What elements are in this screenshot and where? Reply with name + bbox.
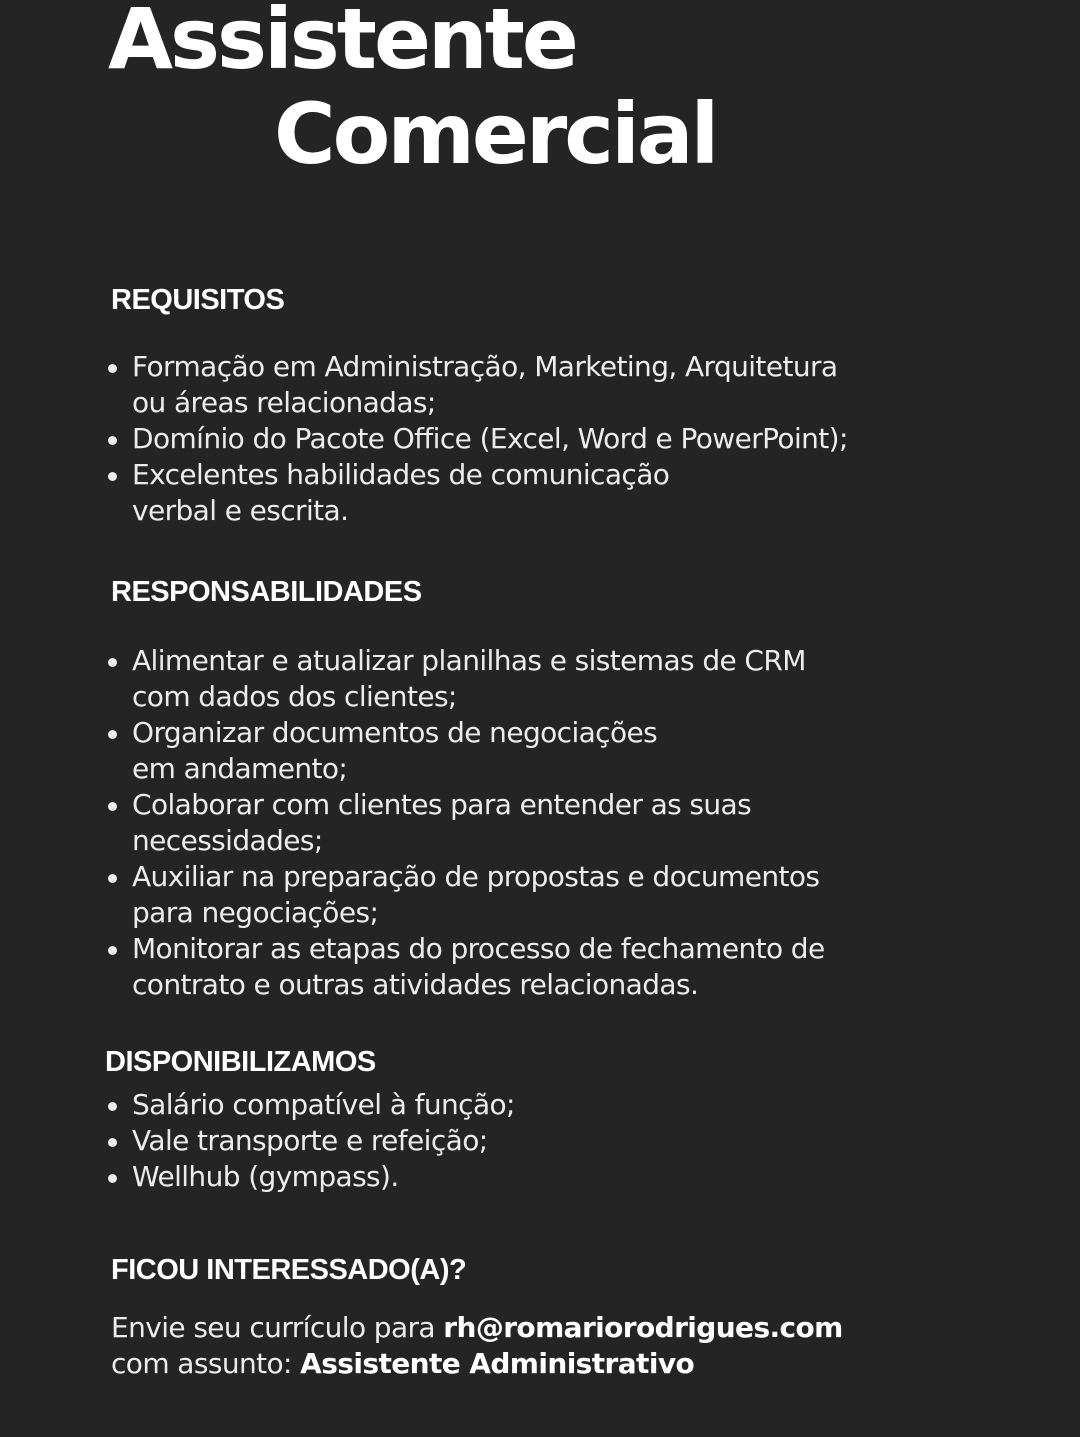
title-line-1: Assistente — [108, 0, 576, 88]
interessado-heading: FICOU INTERESSADO(A)? — [111, 1254, 467, 1286]
list-item: Organizar documentos de negociações em andamento; — [108, 715, 825, 787]
contact-subject: Assistente Administrativo — [300, 1347, 695, 1380]
list-item: Salário compatível à função; — [108, 1087, 515, 1123]
list-item: Formação em Administração, Marketing, Arquitetura ou áreas relacionadas; — [108, 349, 848, 421]
responsabilidades-list — [108, 643, 825, 1003]
contact-line-1-prefix: Envie seu currículo para — [111, 1311, 444, 1344]
list-item: Excelentes habilidades de comunicação verbal e escrita. — [108, 457, 848, 529]
list-item: Vale transporte e refeição; — [108, 1123, 515, 1159]
list-item: Monitorar as etapas do processo de fechamento de contrato e outras atividades relacionadas. — [108, 931, 825, 1003]
list-item: Alimentar e atualizar planilhas e sistemas de CRM com dados dos clientes; — [108, 643, 825, 715]
list-item: Colaborar com clientes para entender as suas necessidades; — [108, 787, 825, 859]
page-title — [108, 0, 716, 182]
contact-email: rh@romariorodrigues.com — [443, 1311, 843, 1344]
requisitos-heading: REQUISITOS — [111, 284, 285, 316]
title-line-2: Comercial — [274, 85, 717, 183]
responsabilidades-heading: RESPONSABILIDADES — [111, 576, 422, 608]
contact-text — [111, 1310, 843, 1382]
contact-line-2-prefix: com assunto: — [111, 1347, 301, 1380]
disponibilizamos-list — [108, 1087, 515, 1195]
list-item: Wellhub (gympass). — [108, 1159, 515, 1195]
list-item: Auxiliar na preparação de propostas e documentos para negociações; — [108, 859, 825, 931]
disponibilizamos-heading: DISPONIBILIZAMOS — [105, 1046, 376, 1078]
requisitos-list — [108, 349, 848, 529]
list-item: Domínio do Pacote Office (Excel, Word e PowerPoint); — [108, 421, 848, 457]
